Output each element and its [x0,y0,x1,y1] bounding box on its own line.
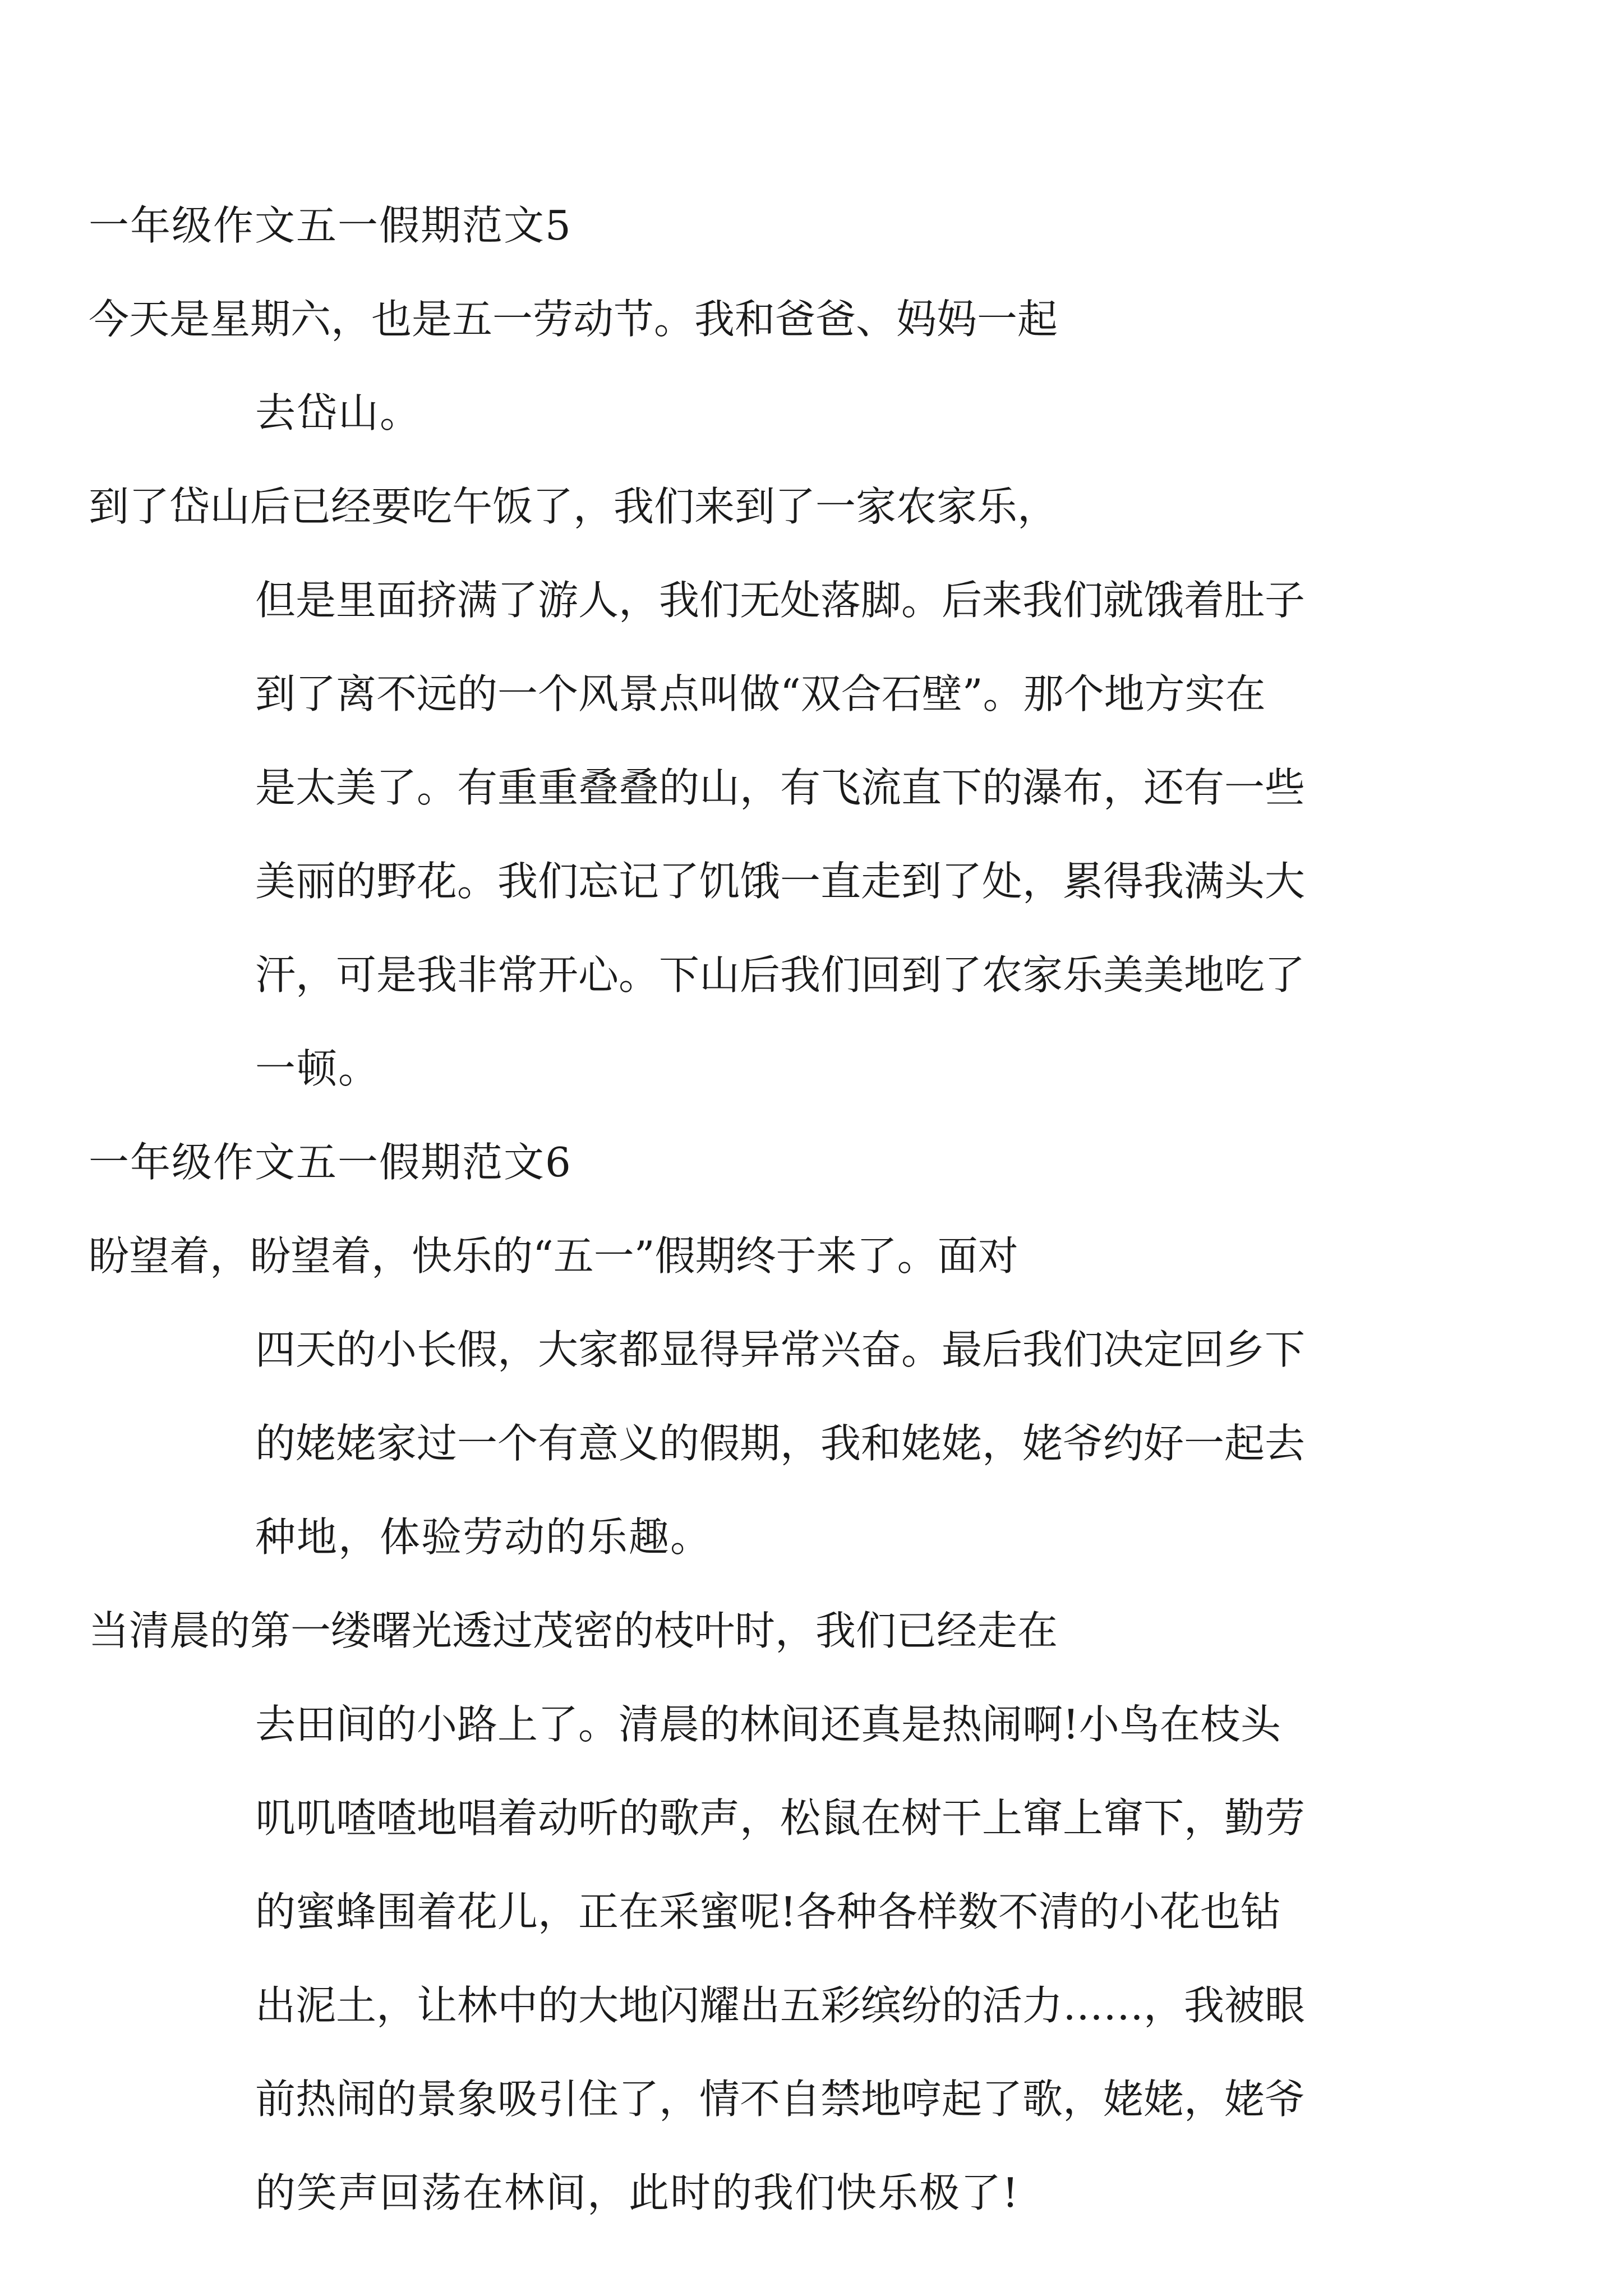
paragraph-line: 去岱山。 [255,389,422,436]
paragraph-line: 今天是星期六，也是五一劳动节。我和爸爸、妈妈一起 [89,296,1058,343]
paragraph-line: 是太美了。有重重叠叠的山，有飞流直下的瀑布，还有一些 [255,764,1306,811]
paragraph-line: 盼望着，盼望着，快乐的“五一”假期终于来了。面对 [89,1232,1018,1280]
paragraph-line: 的笑声回荡在林间，此时的我们快乐极了! [255,2169,1020,2216]
paragraph-line: 的姥姥家过一个有意义的假期，我和姥姥，姥爷约好一起去 [255,1420,1306,1467]
section-heading-6: 一年级作文五一假期范文6 [89,1139,572,1186]
paragraph-line: 四天的小长假，大家都显得异常兴奋。最后我们决定回乡下 [255,1326,1306,1373]
paragraph-line: 出泥土，让林中的大地闪耀出五彩缤纷的活力……，我被眼 [255,1982,1306,2029]
paragraph-line: 到了岱山后已经要吃午饭了，我们来到了一家农家乐， [89,483,1058,530]
paragraph-line: 叽叽喳喳地唱着动听的歌声，松鼠在树干上窜上窜下，勤劳 [255,1795,1306,1842]
paragraph-line: 到了离不远的一个风景点叫做“双合石壁”。那个地方实在 [255,670,1266,717]
paragraph-line: 种地，体验劳动的乐趣。 [255,1513,712,1561]
paragraph-line: 美丽的野花。我们忘记了饥饿一直走到了处，累得我满头大 [255,858,1306,905]
paragraph-line: 前热闹的景象吸引住了，情不自禁地哼起了歌，姥姥，姥爷 [255,2076,1306,2123]
section-heading-5: 一年级作文五一假期范文5 [89,202,572,249]
paragraph-line: 汗，可是我非常开心。下山后我们回到了农家乐美美地吃了 [255,951,1306,999]
paragraph-line: 当清晨的第一缕曙光透过茂密的枝叶时，我们已经走在 [89,1607,1058,1654]
paragraph-line: 去田间的小路上了。清晨的林间还真是热闹啊!小鸟在枝头 [255,1701,1281,1748]
paragraph-line: 一顿。 [255,1045,380,1092]
paragraph-line: 的蜜蜂围着花儿，正在采蜜呢!各种各样数不清的小花也钻 [255,1888,1281,1935]
paragraph-line: 但是里面挤满了游人，我们无处落脚。后来我们就饿着肚子 [255,577,1306,624]
